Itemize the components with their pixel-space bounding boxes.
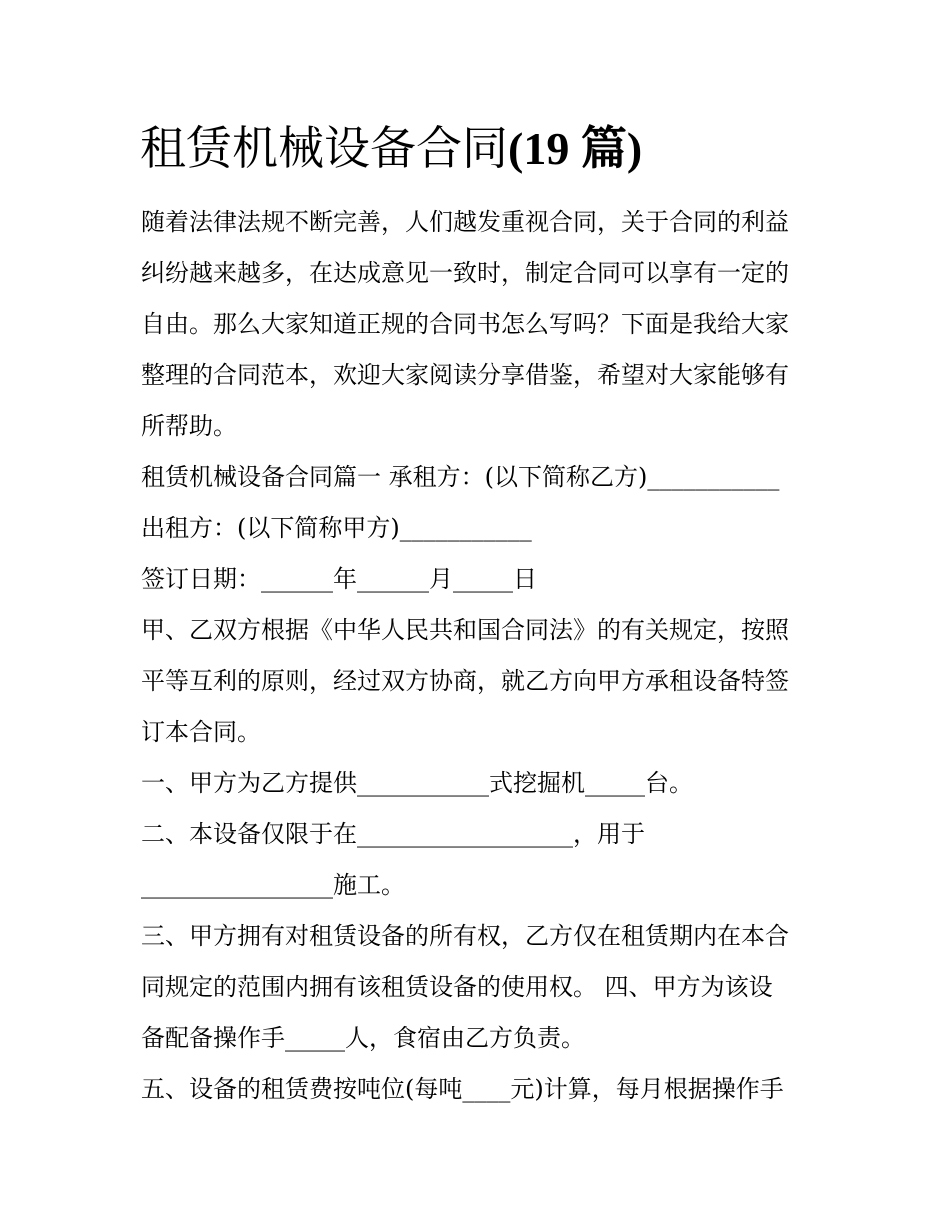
paragraph-line: 同规定的范围内拥有该租赁设备的使用权。 四、甲方为该设 <box>141 973 773 1001</box>
title-main: 租赁机械设备合同 <box>140 121 508 175</box>
paragraph-line: 出租方：(以下简称甲方)___________ <box>141 514 532 542</box>
paragraph-line: 五、设备的租赁费按吨位(每吨____元)计算，每月根据操作手 <box>141 1075 784 1103</box>
paragraph-line: 自由。那么大家知道正规的合同书怎么写吗？下面是我给大家 <box>141 310 789 338</box>
paragraph-line: 甲、乙双方根据《中华人民共和国合同法》的有关规定，按照 <box>141 616 789 644</box>
paragraph-line: 一、甲方为乙方提供___________式挖掘机_____台。 <box>141 769 693 797</box>
paragraph-line: 二、本设备仅限于在__________________，用于 <box>141 820 645 848</box>
paragraph-line: 备配备操作手_____人，食宿由乙方负责。 <box>141 1024 585 1052</box>
paragraph-line: 平等互利的原则，经过双方协商，就乙方向甲方承租设备特签 <box>141 667 789 695</box>
paragraph-line: 整理的合同范本，欢迎大家阅读分享借鉴，希望对大家能够有 <box>141 361 789 389</box>
paragraph-line: 订本合同。 <box>141 718 261 746</box>
paragraph-line: 签订日期：______年______月_____日 <box>141 565 537 593</box>
paragraph-line: 纠纷越来越多，在达成意见一致时，制定合同可以享有一定的 <box>141 259 789 287</box>
paragraph-line: 所帮助。 <box>141 412 237 440</box>
title-suffix: (19 篇) <box>508 123 643 174</box>
paragraph-line: 随着法律法规不断完善，人们越发重视合同，关于合同的利益 <box>141 208 789 236</box>
document-title <box>140 112 642 185</box>
paragraph-line: 三、甲方拥有对租赁设备的所有权，乙方仅在租赁期内在本合 <box>141 922 789 950</box>
paragraph-line: ________________施工。 <box>141 871 405 899</box>
paragraph-line: 租赁机械设备合同篇一 承租方：(以下简称乙方)___________ <box>141 463 780 491</box>
